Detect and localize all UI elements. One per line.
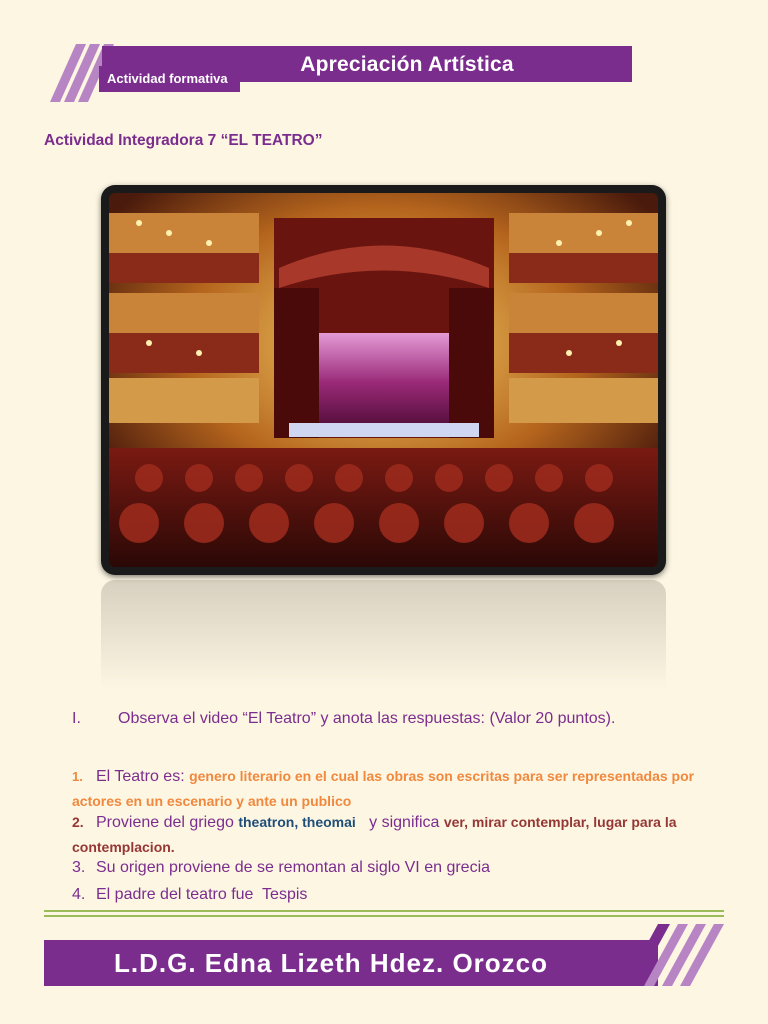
item-number: 1.	[72, 769, 83, 784]
item-answer-2: ver, mirar contemplar, lugar para la contemplacion.	[72, 814, 677, 855]
theatre-photo-frame	[101, 185, 666, 575]
header-subtitle: Actividad formativa	[99, 66, 240, 92]
item-number: 4.	[72, 886, 86, 903]
divider	[44, 915, 724, 917]
header-banner	[44, 44, 632, 102]
photo-reflection	[101, 580, 666, 690]
item-prompt: Proviene del griego	[96, 814, 234, 831]
item-answer: theatron, theomai	[238, 814, 356, 830]
footer-banner	[44, 924, 724, 986]
item-text: Su origen proviene de se remontan al siglo VI en grecia	[96, 859, 491, 876]
section-instruction: Observa el video “El Teatro” y anota las respuestas: (Valor 20 puntos).	[118, 710, 616, 727]
divider	[44, 910, 724, 912]
list-item	[72, 883, 732, 907]
list-item	[72, 810, 732, 860]
section-heading	[72, 710, 615, 728]
list-item	[72, 856, 732, 880]
item-number: 3.	[72, 859, 86, 876]
item-answer: genero literario en el cual las obras son escritas para ser representadas por actores en un escenario y ante un publico	[72, 768, 695, 809]
section-number: I.	[72, 710, 81, 727]
header-title: Apreciación Artística	[300, 53, 514, 76]
activity-title: Actividad Integradora 7 “EL TEATRO”	[44, 132, 323, 149]
stripes-decoration-icon	[624, 924, 724, 986]
item-number: 2.	[72, 814, 84, 830]
item-middle: y significa	[369, 814, 440, 831]
list-item	[72, 764, 732, 814]
author-name: L.D.G. Edna Lizeth Hdez. Orozco	[114, 948, 549, 978]
item-text: El padre del teatro fue Tespis	[96, 886, 308, 903]
theatre-photo	[109, 193, 658, 567]
item-prompt: El Teatro es:	[96, 768, 185, 785]
